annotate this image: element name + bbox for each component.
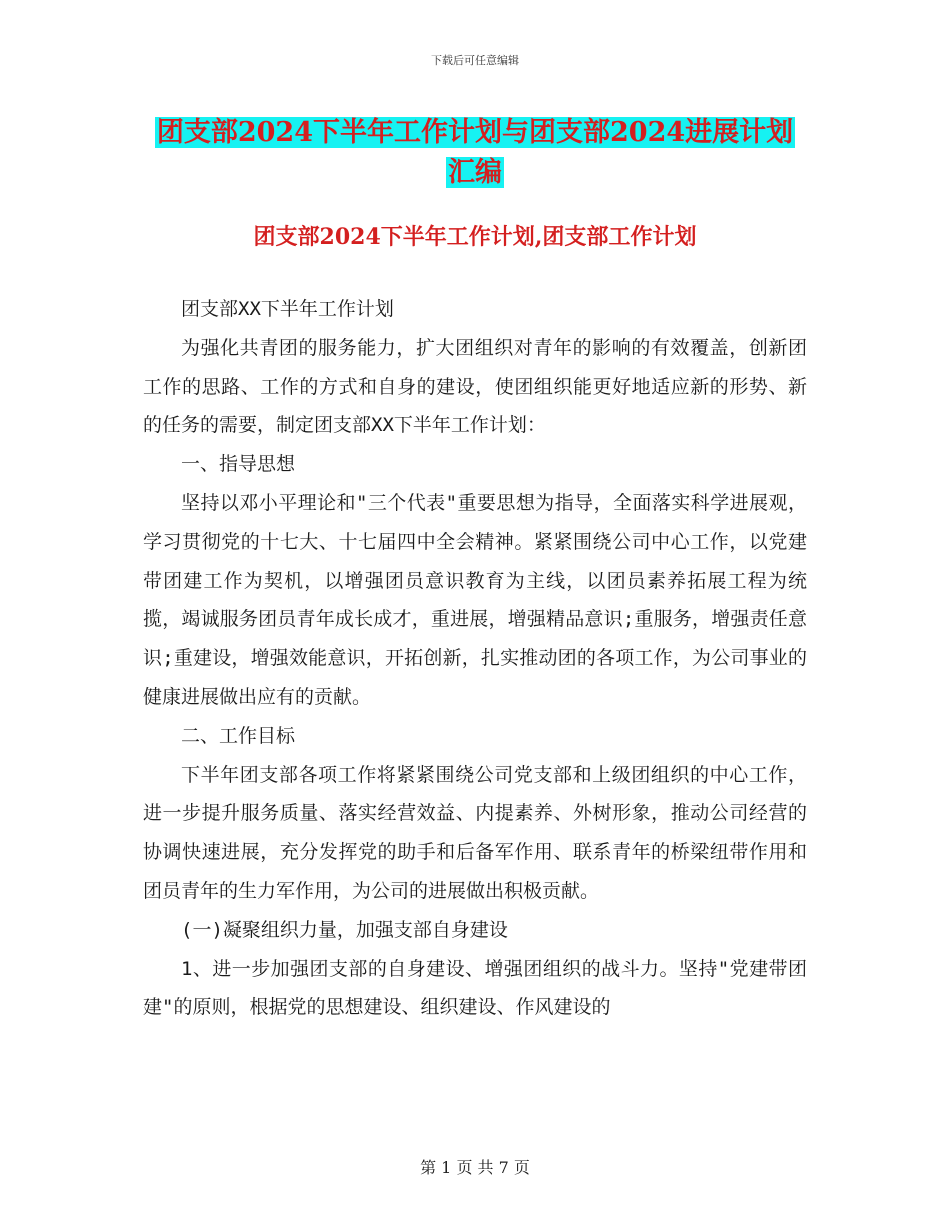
- document-body: [143, 290, 807, 1027]
- heading-guiding-thought: 一、指导思想: [181, 453, 296, 476]
- page-header: 下载后可任意编辑: [431, 54, 519, 67]
- paragraph-item-1: 1、进一步加强团支部的自身建设、增强团组织的战斗力。坚持"党建带团建"的原则，根据党的思想建设、组织建设、作风建设的: [143, 957, 807, 1019]
- page-footer: 第 1 页 共 7 页: [420, 1158, 530, 1177]
- paragraph-guiding-thought: 坚持以邓小平理论和"三个代表"重要思想为指导，全面落实科学进展观，学习贯彻党的十七大、十七届四中全会精神。紧紧围绕公司中心工作，以党建带团建工作为契机，以增强团员意识教育为主线，以团员素养拓展工程为统揽，竭诚服务团员青年成长成才，重进展，增强精品意识;重服务，增强责任意识;重建设，增强效能意识，开拓创新，扎实推动团的各项工作，为公司事业的健康进展做出应有的贡献。: [143, 491, 807, 708]
- paragraph-intro: 为强化共青团的服务能力，扩大团组织对青年的影响的有效覆盖，创新团工作的思路、工作的方式和自身的建设，使团组织能更好地适应新的形势、新的任务的需要，制定团支部XX下半年工作计划：: [143, 336, 807, 437]
- section-subtitle: 团支部2024下半年工作计划,团支部工作计划: [253, 224, 697, 250]
- heading-subsection-1: (一)凝聚组织力量，加强支部自身建设: [181, 918, 508, 941]
- title-highlight-1: 团支部2024下半年工作计划与团支部2024进展计划: [156, 117, 794, 148]
- paragraph-plan-name: 团支部XX下半年工作计划: [181, 298, 394, 320]
- heading-work-goals: 二、工作目标: [181, 724, 296, 747]
- document-title-line-1: [0, 114, 950, 152]
- paragraph-work-goals: 下半年团支部各项工作将紧紧围绕公司党支部和上级团组织的中心工作，进一步提升服务质量、落实经营效益、内提素养、外树形象，推动公司经营的协调快速进展，充分发挥党的助手和后备军作用、联系青年的桥梁纽带作用和团员青年的生力军作用，为公司的进展做出积极贡献。: [143, 763, 807, 902]
- document-title-line-2: [0, 154, 950, 192]
- title-highlight-2: 汇编: [448, 157, 502, 188]
